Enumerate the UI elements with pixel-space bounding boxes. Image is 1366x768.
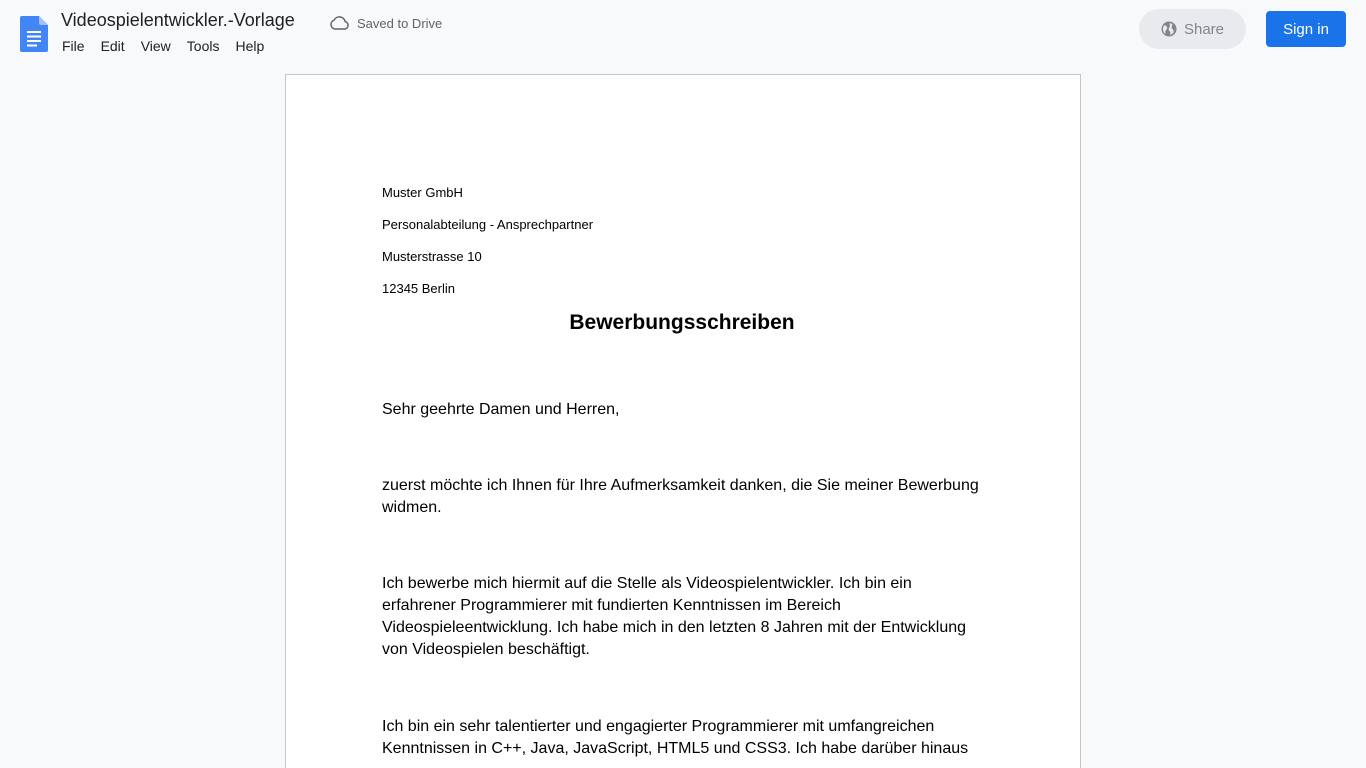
document-canvas[interactable] (0, 64, 1366, 768)
address-street: Musterstrasse 10 (382, 249, 482, 264)
menu-help[interactable]: Help (235, 38, 265, 54)
save-status-label: Saved to Drive (357, 15, 443, 31)
address-department: Personalabteilung - Ansprechpartner (382, 217, 594, 232)
document-title[interactable]: Videospielentwickler.-Vorlage (61, 10, 295, 30)
menu-edit[interactable]: Edit (100, 38, 125, 54)
menu-file[interactable]: File (62, 38, 85, 54)
google-docs-icon[interactable] (20, 16, 48, 52)
globe-icon (1161, 21, 1177, 37)
paragraph-1: zuerst möchte ich Ihnen für Ihre Aufmerksamkeit danken, die Sie meiner Bewerbung widmen. (382, 477, 979, 516)
cloud-done-icon (330, 16, 349, 30)
menu-bar (54, 35, 272, 57)
address-company: Muster GmbH (382, 185, 463, 200)
menu-view[interactable]: View (140, 38, 171, 54)
document-heading: Bewerbungsschreiben (569, 311, 795, 334)
save-status[interactable] (330, 13, 442, 33)
share-button[interactable] (1139, 9, 1246, 49)
app-header (0, 0, 1366, 64)
page-content (382, 185, 982, 760)
salutation: Sehr geehrte Damen und Herren, (382, 401, 620, 418)
sign-in-button[interactable]: Sign in (1266, 11, 1346, 47)
paragraph-3: Ich bin ein sehr talentierter und engagierter Programmierer mit umfangreichen Kenntnissen in C++, Java, JavaScript, HTML5 und CSS3. Ich habe darüber hinaus (382, 718, 969, 757)
share-label: Share (1183, 20, 1225, 38)
paragraph-2: Ich bewerbe mich hiermit auf die Stelle als Videospielentwickler. Ich bin ein erfahrener Programmierer mit fundierten Kenntnissen im Bereich Videospieleentwicklung. Ich habe mich in den letzten 8 Jahren mit der Entwicklung von Videospielen beschäftigt. (382, 575, 967, 658)
menu-tools[interactable]: Tools (186, 38, 220, 54)
address-city: 12345 Berlin (382, 281, 455, 296)
document-page[interactable] (285, 74, 1081, 768)
